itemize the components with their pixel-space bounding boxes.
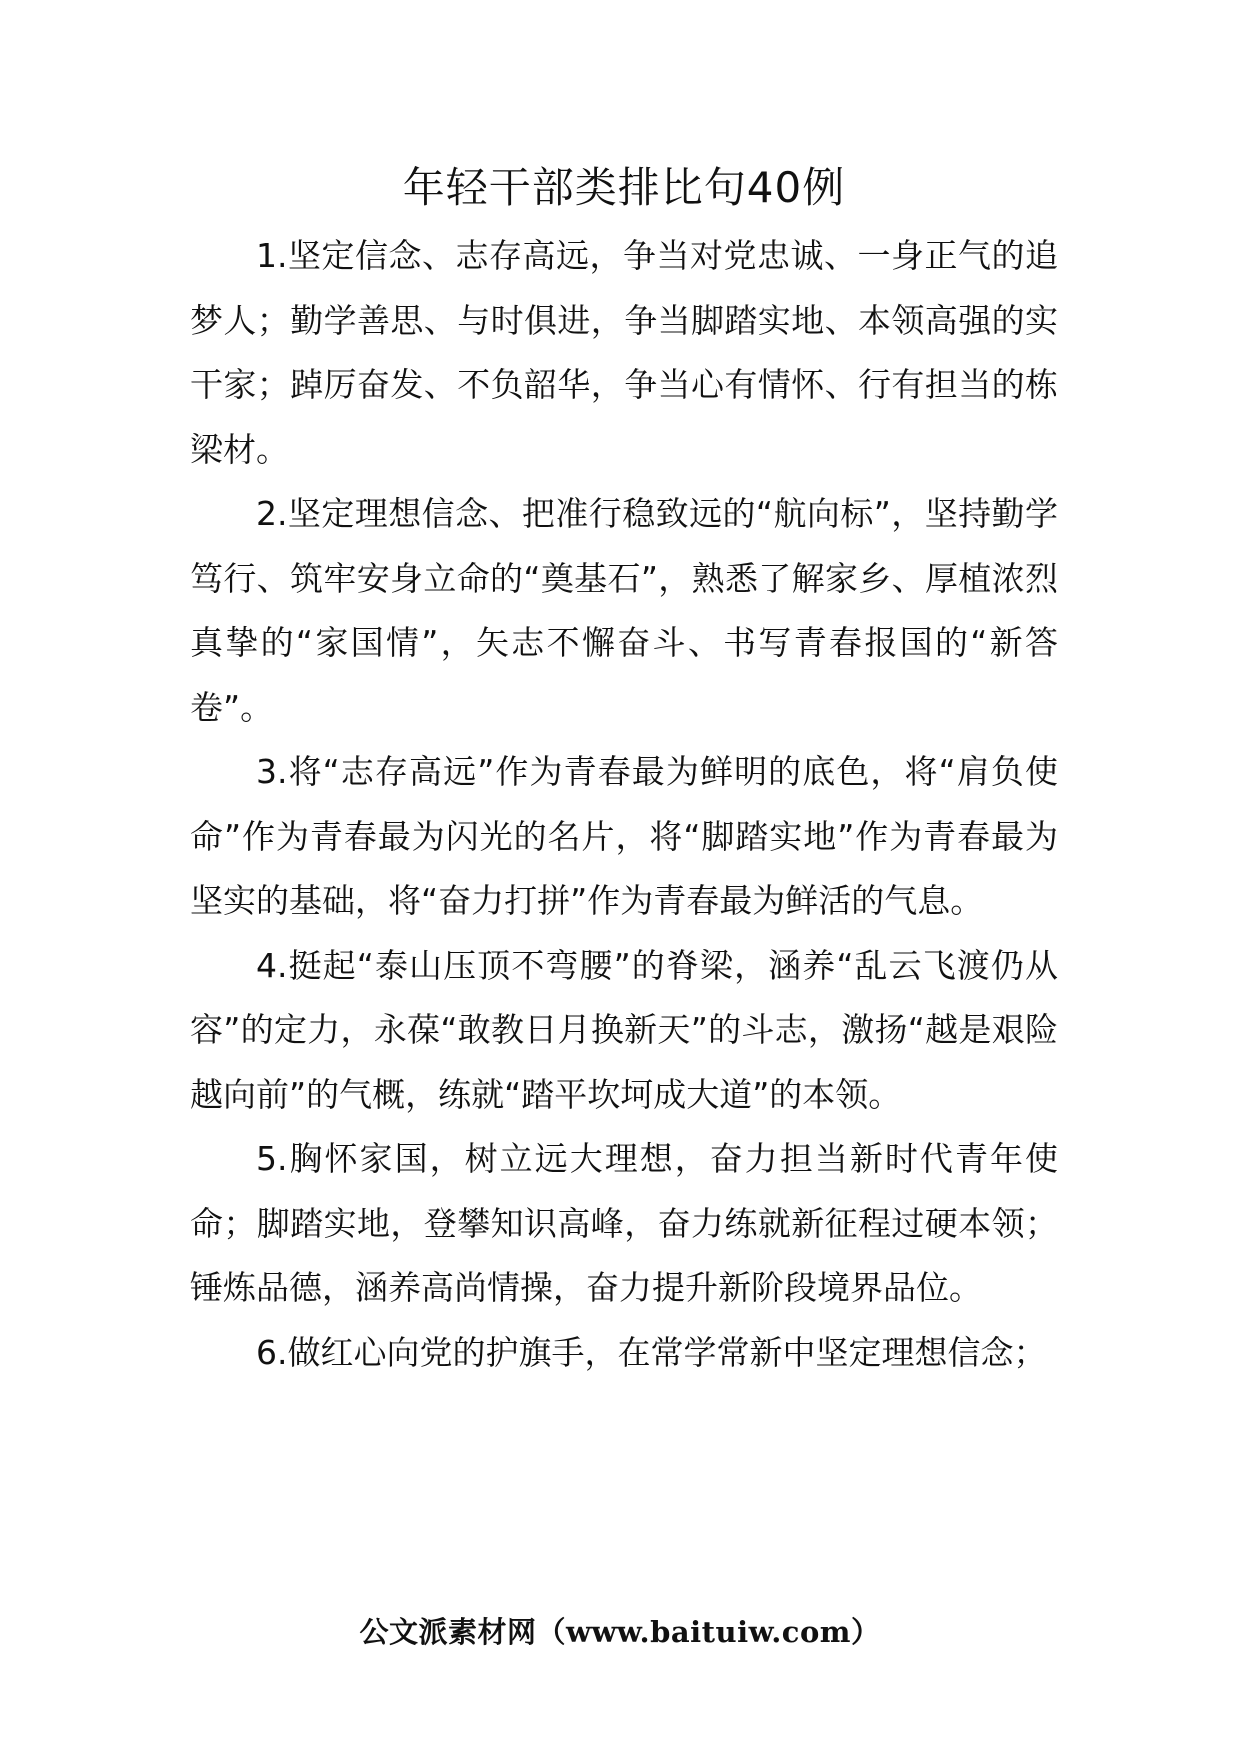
paragraph-6: 6.做红心向党的护旗手，在常学常新中坚定理想信念； [256, 1332, 1047, 1372]
page-footer: 公文派素材网（www.baituiw.com） [359, 1615, 881, 1649]
document-page [190, 160, 1058, 1385]
paragraph-4: 4.挺起“泰山压顶不弯腰”的脊梁，涵养“乱云飞渡仍从容”的定力，永葆“敢教日月换新天”的斗志，激扬“越是艰险越向前”的气概，练就“踏平坎坷成大道”的本领。 [190, 945, 1058, 1114]
document-title: 年轻干部类排比句40例 [402, 163, 846, 212]
paragraph-5: 5.胸怀家国，树立远大理想，奋力担当新时代青年使命；脚踏实地，登攀知识高峰，奋力练就新征程过硬本领；锤炼品德，涵养高尚情操，奋力提升新阶段境界品位。 [190, 1139, 1058, 1307]
paragraph-3: 3.将“志存高远”作为青春最为鲜明的底色，将“肩负使命”作为青春最为闪光的名片，将“脚踏实地”作为青春最为坚实的基础，将“奋力打拼”作为青春最为鲜活的气息。 [190, 752, 1058, 920]
paragraph-1: 1.坚定信念、志存高远，争当对党忠诚、一身正气的追梦人；勤学善思、与时俱进，争当脚踏实地、本领高强的实干家；踔厉奋发、不负韶华，争当心有情怀、行有担当的栋梁材。 [190, 236, 1058, 469]
paragraph-2: 2.坚定理想信念、把准行稳致远的“航向标”，坚持勤学笃行、筑牢安身立命的“奠基石”，熟悉了解家乡、厚植浓烈真挚的“家国情”，矢志不懈奋斗、书写青春报国的“新答卷”。 [190, 494, 1058, 727]
